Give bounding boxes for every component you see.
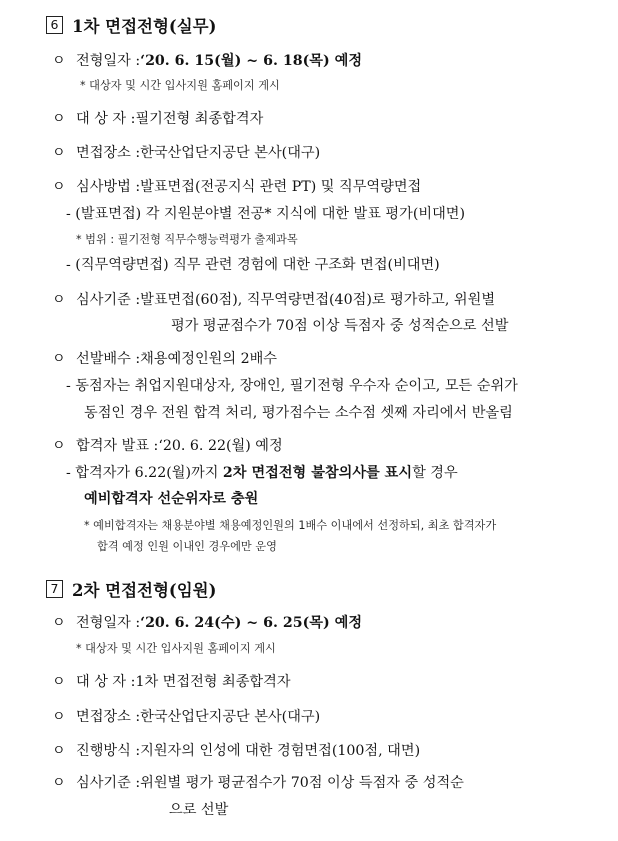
- bullet: ㅇ: [52, 111, 66, 127]
- criteria-continued-2: 으로 선발: [169, 802, 229, 818]
- bullet: ㅇ: [52, 292, 66, 308]
- announce-sub-tail: 할 경우: [412, 465, 458, 481]
- section-title: 2차 면접전형(임원): [72, 581, 217, 600]
- section-title: 1차 면접전형(실무): [72, 17, 217, 36]
- section-number-box: 7: [46, 580, 63, 598]
- bullet: ㅇ: [52, 53, 66, 69]
- item-label: 진행방식 :: [76, 743, 141, 759]
- method-sub-competency: - (직무역량면접) 직무 관련 경험에 대한 구조화 면접(비대면): [66, 257, 440, 273]
- item-value: 한국산업단지공단 본사(대구): [140, 709, 321, 725]
- item-date: [52, 50, 362, 70]
- item-target-2: [52, 671, 291, 691]
- item-announce: [52, 435, 283, 455]
- item-place: [52, 142, 320, 162]
- announce-sub-text: - 합격자가 6.22(월)까지: [66, 465, 223, 481]
- criteria-continued: 평가 평균점수가 70점 이상 득점자 중 성적순으로 선발: [171, 318, 509, 334]
- item-value: ‘20. 6. 15(월) ~ 6. 18(목) 예정: [140, 53, 363, 69]
- item-label: 합격자 발표 :: [76, 438, 159, 454]
- item-label: 전형일자 :: [76, 615, 141, 631]
- item-value: 채용예정인원의 2배수: [140, 351, 278, 367]
- bullet: ㅇ: [52, 743, 66, 759]
- bullet: ㅇ: [52, 709, 66, 725]
- item-method: [52, 176, 421, 196]
- note-reserve-1: * 예비합격자는 채용분야별 채용예정인원의 1배수 이내에서 선정하되, 최초 합격자가: [84, 519, 497, 532]
- section-6-heading: [46, 13, 216, 37]
- bullet: ㅇ: [52, 775, 66, 791]
- item-value: 지원자의 인성에 대한 경험면접(100점, 대면): [140, 743, 421, 759]
- item-target: [52, 108, 263, 128]
- item-label: 심사방법 :: [76, 179, 141, 195]
- bullet: ㅇ: [52, 438, 66, 454]
- item-value: 한국산업단지공단 본사(대구): [140, 145, 321, 161]
- note-date: * 대상자 및 시간 입사지원 홈페이지 게시: [80, 79, 280, 92]
- note-date-2: * 대상자 및 시간 입사지원 홈페이지 게시: [76, 642, 276, 655]
- item-label: 전형일자 :: [76, 53, 141, 69]
- bullet: ㅇ: [52, 615, 66, 631]
- item-value: 위원별 평가 평균점수가 70점 이상 득점자 중 성적순: [140, 775, 464, 791]
- ratio-sub-tie-continued: 동점인 경우 전원 합격 처리, 평가점수는 소수점 셋째 자리에서 반올림: [84, 405, 513, 421]
- bullet: ㅇ: [52, 145, 66, 161]
- item-place-2: [52, 706, 320, 726]
- bullet: ㅇ: [52, 179, 66, 195]
- ratio-sub-tie: - 동점자는 취업지원대상자, 장애인, 필기전형 우수자 순이고, 모든 순위가: [66, 378, 518, 394]
- item-label: 심사기준 :: [76, 292, 141, 308]
- item-value: ‘20. 6. 24(수) ~ 6. 25(목) 예정: [140, 615, 363, 631]
- bullet: ㅇ: [52, 674, 66, 690]
- section-7-heading: [46, 577, 216, 601]
- item-date-2: [52, 612, 362, 632]
- item-label: 심사기준 :: [76, 775, 141, 791]
- item-value: ‘20. 6. 22(월) 예정: [158, 438, 283, 454]
- item-value: 발표면접(60점), 직무역량면접(40점)로 평가하고, 위원별: [140, 292, 496, 308]
- item-label: 선발배수 :: [76, 351, 141, 367]
- item-criteria-2: [52, 772, 464, 792]
- item-value: 필기전형 최종합격자: [135, 111, 264, 127]
- item-value: 발표면접(전공지식 관련 PT) 및 직무역량면접: [140, 179, 422, 195]
- item-label: 면접장소 :: [76, 145, 141, 161]
- announce-sub: [66, 462, 458, 482]
- section-number-box: 6: [46, 16, 63, 34]
- note-reserve-2: 합격 예정 인원 이내인 경우에만 운영: [97, 540, 277, 553]
- item-label: 대 상 자 :: [76, 674, 136, 690]
- item-label: 대 상 자 :: [76, 111, 136, 127]
- item-ratio: [52, 348, 277, 368]
- item-criteria: [52, 289, 495, 309]
- item-process-2: [52, 740, 420, 760]
- note-method-scope: * 범위 : 필기전형 직무수행능력평가 출제과목: [76, 233, 298, 246]
- bullet: ㅇ: [52, 351, 66, 367]
- method-sub-presentation: - (발표면접) 각 지원분야별 전공* 지식에 대한 발표 평가(비대면): [66, 206, 466, 222]
- announce-sub-emphasis: 2차 면접전형 불참의사를 표시: [222, 465, 413, 481]
- item-value: 1차 면접전형 최종합격자: [135, 674, 291, 690]
- item-label: 면접장소 :: [76, 709, 141, 725]
- announce-sub-continued: 예비합격자 선순위자로 충원: [84, 491, 259, 507]
